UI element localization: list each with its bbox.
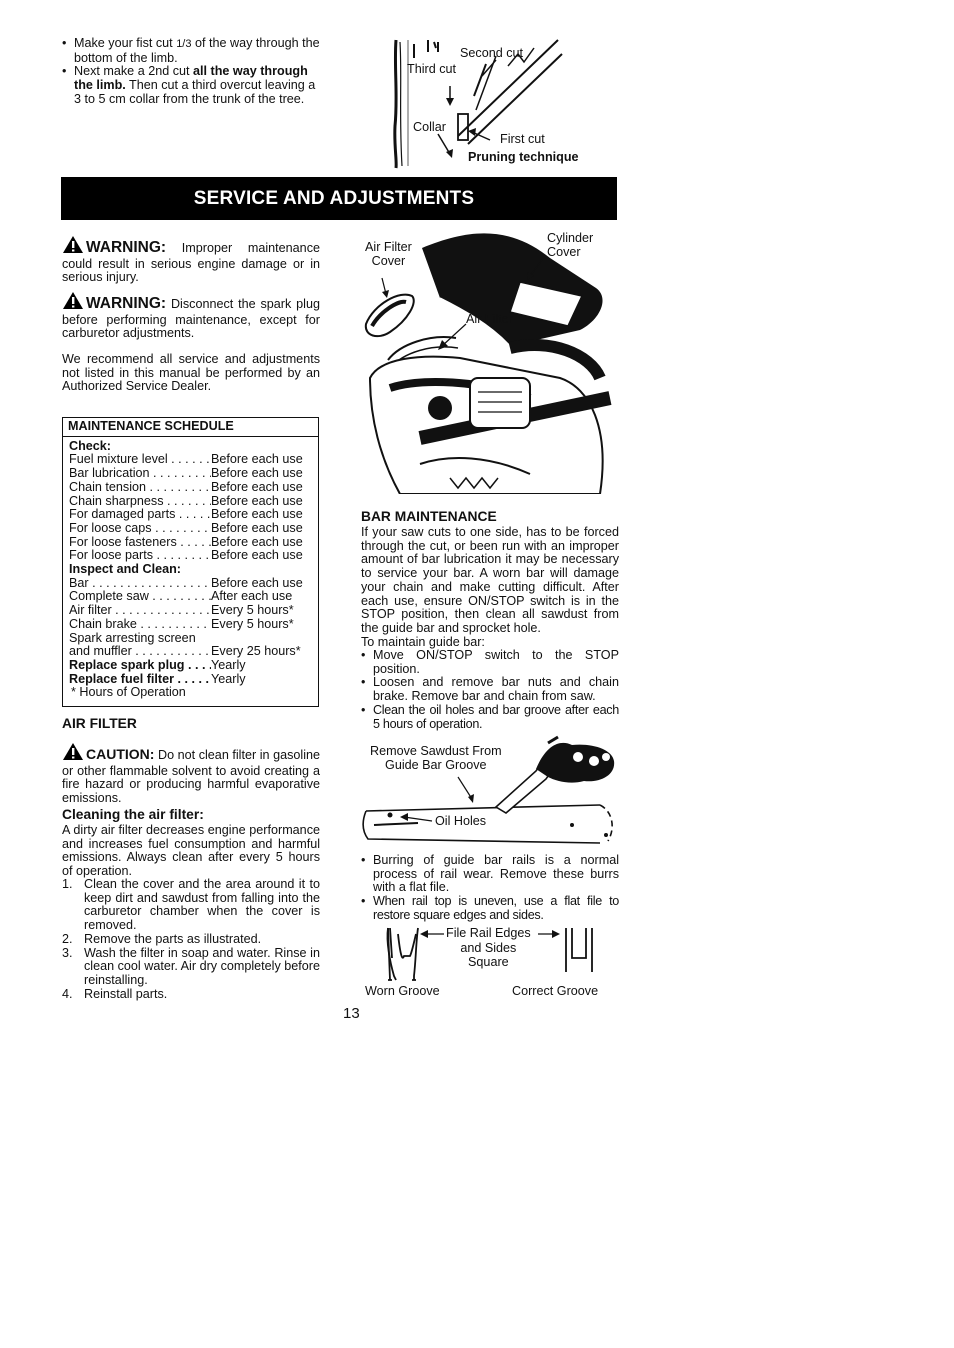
label-first-cut: First cut [500, 132, 545, 146]
bar-maintain-lead: To maintain guide bar: [361, 635, 485, 649]
schedule-row: Bar lubrication . . . Before each use [69, 467, 312, 481]
cleaning-steps [62, 878, 320, 1001]
schedule-row: For loose fasteners . . . Before each use [69, 536, 312, 550]
schedule-row: and muffler . . . Every 25 hours* [69, 645, 312, 659]
schedule-row: Bar . . . Before each use [69, 577, 312, 591]
caution-triangle-icon [62, 742, 84, 765]
pruning-bullet-1: • Make your fist cut 1/3 of the way through the bottom of the limb. [62, 37, 320, 65]
recommend-paragraph: We recommend all service and adjustments not listed in this manual be performed by an Authorized Service Dealer. [62, 352, 320, 394]
warning-triangle-icon [62, 235, 84, 258]
schedule-row: Chain sharpness . . . Before each use [69, 495, 312, 509]
guide-bar-figure [360, 735, 618, 850]
schedule-row: Air filter . . . Every 5 hours* [69, 604, 312, 618]
groove-figure [360, 922, 618, 1004]
cleaning-step: 2. Remove the parts as illustrated. [62, 931, 262, 946]
schedule-row: Complete saw . . . After each use [69, 590, 312, 604]
schedule-row: For loose parts . . . Before each use [69, 549, 312, 563]
pruning-bullet-2: • Next make a 2nd cut all the way through the limb. Then cut a third overcut leaving a 3 to 5 cm collar from the trunk of the tree. [62, 65, 320, 106]
schedule-spark-line: Spark arresting screen [69, 630, 196, 645]
schedule-title: MAINTENANCE SCHEDULE [63, 418, 318, 437]
label-worn-groove: Worn Groove [365, 984, 440, 998]
section-banner [61, 177, 617, 220]
label-remove-sawdust: Remove Sawdust From Guide Bar Groove [370, 744, 502, 772]
pruning-figure [390, 36, 618, 170]
bar-maintain-step: • Move ON/STOP switch to the STOP position. [361, 649, 619, 676]
label-correct-groove: Correct Groove [512, 984, 599, 998]
label-air-filter-cover: Air Filter Cover [365, 240, 412, 268]
cleaning-step: 4. Reinstall parts. [62, 986, 168, 1001]
schedule-check-heading: Check: [69, 438, 111, 453]
label-air-filter: Air Filter [466, 312, 513, 326]
bar-maintenance-paragraph: If your saw cuts to one side, has to be forced through the cut, or been run with an improper amount of bar lubrication it may be necessary to service your bar. A worn bar will damage your chain and make cutting difficult. After each use, ensure ON/STOP switch is in the STOP position, then clean all sawdust from the guide bar and sprocket hole. [361, 525, 619, 635]
label-third-cut: Third cut [407, 62, 456, 76]
warning-2: WARNING: Disconnect the spark plug before performing maintenance, except for carburetor adjustments. [62, 291, 320, 341]
maintenance-schedule [62, 417, 319, 707]
section-title: SERVICE AND ADJUSTMENTS [193, 187, 475, 209]
cleaning-step: 1. Clean the cover and the area around it to keep dirt and sawdust from falling into the carburetor chamber when the cover is removed. [62, 877, 320, 933]
label-cylinder-cover: Cylinder Cover [547, 231, 594, 259]
warning-triangle-icon [62, 291, 84, 314]
air-filter-heading: AIR FILTER [62, 716, 137, 731]
schedule-row: Fuel mixture level . . . Before each use [69, 453, 312, 467]
schedule-inspect-heading: Inspect and Clean: [69, 562, 181, 577]
schedule-row: Replace spark plug . . . Yearly [69, 659, 312, 673]
cleaning-heading: Cleaning the air filter: [62, 807, 204, 822]
burring-note: • When rail top is uneven, use a flat file to restore square edges and sides. [361, 895, 619, 922]
caution-paragraph: CAUTION: Do not clean filter in gasoline or other flammable solvent to avoid creating a fire hazard or producing harmful evaporative emissions. [62, 742, 320, 806]
label-collar: Collar [413, 120, 446, 134]
bar-maintain-step: • Clean the oil holes and bar groove after each 5 hours of operation. [361, 704, 619, 731]
schedule-footnote: * Hours of Operation [71, 685, 186, 700]
schedule-row: Chain brake . . . Every 5 hours* [69, 618, 312, 632]
pruning-bullets [62, 37, 320, 107]
engine-figure [360, 228, 618, 494]
burring-notes [361, 854, 619, 923]
schedule-row: For loose caps . . . Before each use [69, 522, 312, 536]
schedule-row: Chain tension . . . Before each use [69, 481, 312, 495]
bar-maintain-step: • Loosen and remove bar nuts and chain brake. Remove bar and chain from saw. [361, 676, 619, 703]
bar-maintain-steps [361, 649, 619, 731]
bar-maintenance-heading: BAR MAINTENANCE [361, 509, 497, 524]
label-second-cut: Second cut [460, 46, 524, 60]
figure-caption-pruning: Pruning technique [468, 150, 579, 164]
label-file-rail-edges: File Rail Edges and Sides Square [446, 926, 531, 970]
schedule-rows [63, 437, 318, 703]
cleaning-paragraph: A dirty air filter decreases engine performance and increases fuel consumption and harmful emissions. Always clean after every 5 hours of operation. [62, 823, 320, 879]
cleaning-step: 3. Wash the filter in soap and water. Rinse in clean cool water. Air dry completely before reinstalling. [62, 945, 320, 987]
page-number: 13 [343, 1005, 360, 1022]
burring-note: • Burring of guide bar rails is a normal process of rail wear. Remove these burrs with a flat file. [361, 854, 619, 895]
schedule-row: Replace fuel filter . . . Yearly [69, 673, 312, 687]
warning-1: WARNING: Improper maintenance could result in serious engine damage or in serious injury. [62, 235, 320, 285]
schedule-row: For damaged parts . . . Before each use [69, 508, 312, 522]
label-oil-holes: Oil Holes [435, 814, 487, 828]
